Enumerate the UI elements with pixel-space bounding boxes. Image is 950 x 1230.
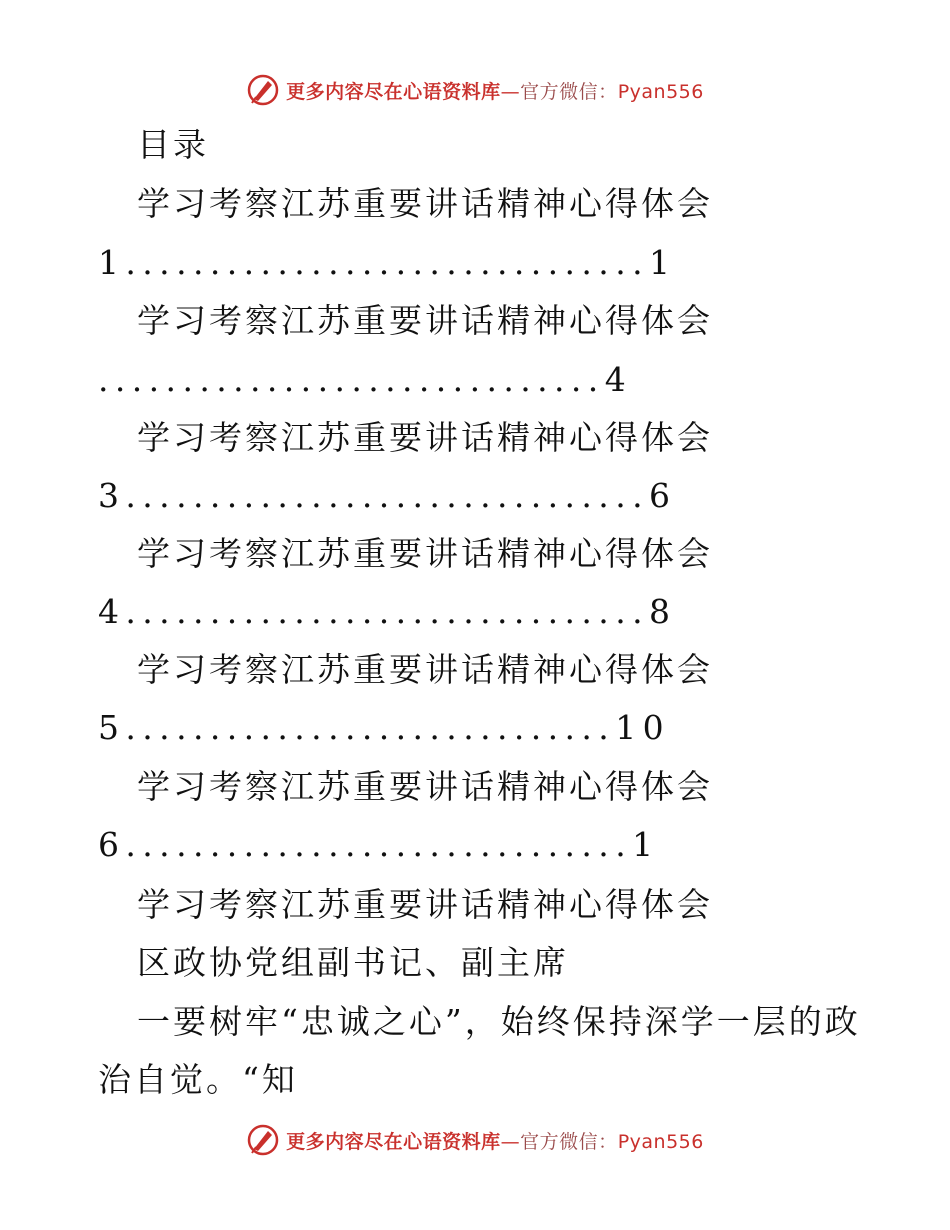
author-line: 区政协党组副书记、副主席 [137,943,569,982]
toc-entry-leader: ..............................4 [98,360,633,399]
article-title: 学习考察江苏重要讲话精神心得体会 [137,885,713,924]
toc-entry-title: 学习考察江苏重要讲话精神心得体会 [137,650,713,689]
banner-site-name: 更多内容尽在心语资料库 [286,80,501,103]
body-paragraph-line: 治自觉。“知 [98,1060,298,1099]
banner-text [286,1127,704,1154]
banner-dash: — [500,1130,521,1153]
body-paragraph-line: 一要树牢“忠诚之心”，始终保持深学一层的政 [137,1002,861,1041]
toc-entry-title: 学习考察江苏重要讲话精神心得体会 [137,301,713,340]
toc-heading: 目录 [137,125,209,164]
toc-entry-title: 学习考察江苏重要讲话精神心得体会 [137,767,713,806]
toc-entry-title: 学习考察江苏重要讲话精神心得体会 [137,534,713,573]
banner-wechat-id: Pyan556 [617,80,704,103]
footer-banner [0,1120,950,1160]
banner-dash: — [500,80,521,103]
banner-wechat-label: 官方微信： [520,80,618,103]
toc-entry-title: 学习考察江苏重要讲话精神心得体会 [137,184,713,223]
toc-entry-leader: 3...............................6 [98,476,677,515]
toc-entry-leader: 4...............................8 [98,592,677,631]
banner-wechat-id: Pyan556 [617,1130,704,1153]
toc-entry-leader: 1...............................1 [98,243,677,282]
quill-pen-logo-icon [246,1123,280,1157]
banner-site-name: 更多内容尽在心语资料库 [286,1130,501,1153]
toc-entry-title: 学习考察江苏重要讲话精神心得体会 [137,418,713,457]
banner-wechat-label: 官方微信： [520,1130,618,1153]
toc-entry-leader: 5.............................10 [98,708,670,747]
toc-entry-leader: 6..............................1 [98,825,660,864]
